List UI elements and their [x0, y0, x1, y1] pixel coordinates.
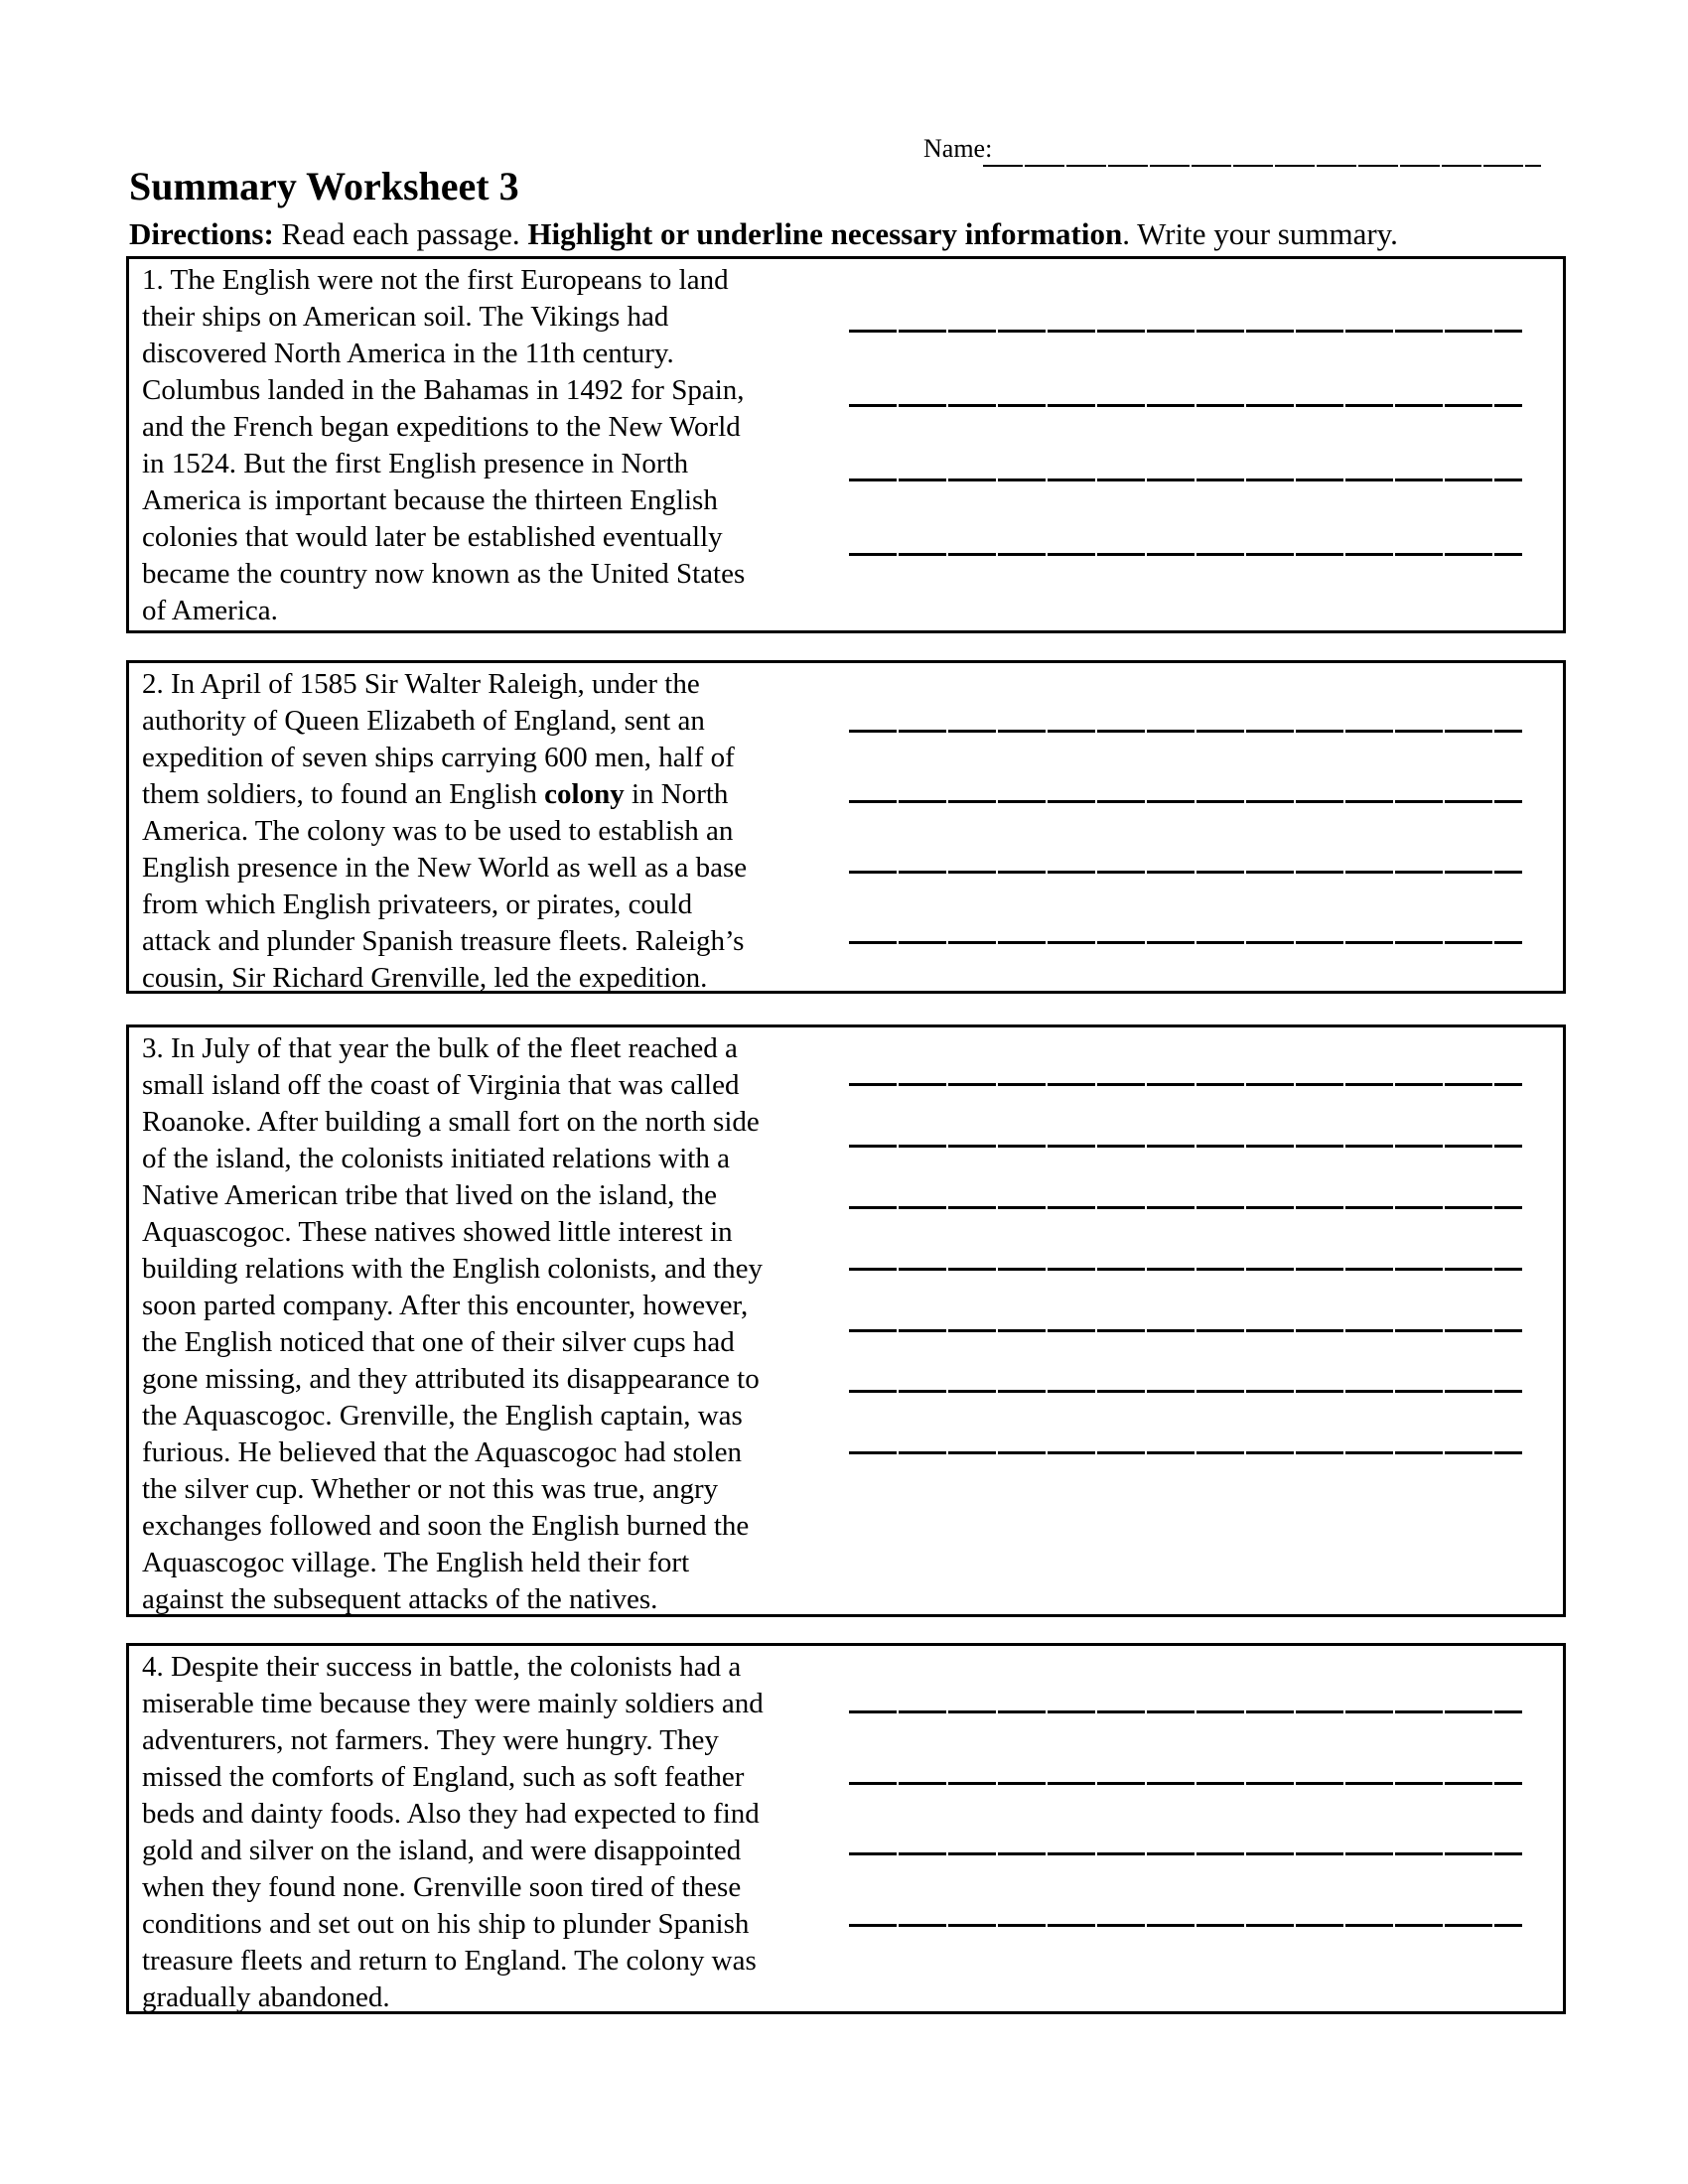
passage-line-pre: them soldiers, to found an English	[142, 778, 545, 810]
directions-text	[129, 216, 1398, 252]
passage-line: of America.	[142, 595, 278, 626]
summary-write-line[interactable]	[849, 1268, 1522, 1271]
passage-line: small island off the coast of Virginia that was called	[142, 1069, 740, 1101]
passage-line: America. The colony was to be used to establish an	[142, 815, 734, 847]
passage-line: Columbus landed in the Bahamas in 1492 for Spain,	[142, 374, 745, 406]
passage-line: when they found none. Grenville soon tired of these	[142, 1871, 742, 1903]
passage-line	[142, 776, 837, 813]
passage-4-text	[142, 1649, 837, 2016]
summary-write-line[interactable]	[849, 1390, 1522, 1393]
passage-line: Native American tribe that lived on the island, the	[142, 1179, 718, 1211]
passage-line: exchanges followed and soon the English burned the	[142, 1510, 750, 1542]
passage-line: from which English privateers, or pirates, could	[142, 888, 693, 920]
passage-line: of the island, the colonists initiated relations with a	[142, 1143, 730, 1174]
summary-write-line[interactable]	[849, 478, 1522, 481]
summary-write-line[interactable]	[849, 1710, 1522, 1713]
summary-write-line[interactable]	[849, 330, 1522, 333]
directions-bold-phrase: Highlight or underline necessary information	[527, 216, 1123, 251]
passage-line: expedition of seven ships carrying 600 men, half of	[142, 742, 735, 773]
passage-line: the English noticed that one of their silver cups had	[142, 1326, 735, 1358]
passage-line: conditions and set out on his ship to plunder Spanish	[142, 1908, 750, 1940]
summary-write-line[interactable]	[849, 1782, 1522, 1785]
passage-line: beds and dainty foods. Also they had expected to find	[142, 1798, 760, 1830]
passage-line: discovered North America in the 11th century.	[142, 338, 674, 369]
passage-line: gone missing, and they attributed its disappearance to	[142, 1363, 760, 1395]
summary-write-line[interactable]	[849, 1083, 1522, 1086]
summary-write-line[interactable]	[849, 1329, 1522, 1332]
summary-write-line[interactable]	[849, 1924, 1522, 1927]
directions-normal-2: . Write your summary.	[1122, 216, 1398, 251]
passage-line: America is important because the thirteen English	[142, 484, 718, 516]
passage-line: Roanoke. After building a small fort on the north side	[142, 1106, 760, 1138]
passage-1-box	[126, 256, 1566, 633]
passage-3-box	[126, 1024, 1566, 1617]
page-title: Summary Worksheet 3	[129, 164, 519, 208]
summary-write-line[interactable]	[849, 800, 1522, 803]
passage-line: 2. In April of 1585 Sir Walter Raleigh, under the	[142, 668, 700, 700]
passage-line: English presence in the New World as well as a base	[142, 852, 748, 884]
name-label: Name:	[923, 134, 993, 163]
passage-line: cousin, Sir Richard Grenville, led the expedition.	[142, 962, 708, 994]
passage-line: Aquascogoc village. The English held their fort	[142, 1547, 690, 1578]
summary-write-line[interactable]	[849, 730, 1522, 733]
passage-line: authority of Queen Elizabeth of England, sent an	[142, 705, 705, 737]
directions-normal-1: Read each passage.	[273, 216, 528, 251]
passage-line: missed the comforts of England, such as soft feather	[142, 1761, 745, 1793]
name-write-line[interactable]	[983, 165, 1541, 167]
passage-line: the silver cup. Whether or not this was true, angry	[142, 1473, 719, 1505]
passage-line-post: in North	[624, 778, 729, 810]
passage-line: the Aquascogoc. Grenville, the English captain, was	[142, 1400, 743, 1432]
summary-write-line[interactable]	[849, 1852, 1522, 1855]
summary-write-line[interactable]	[849, 553, 1522, 556]
passage-line: building relations with the English colonists, and they	[142, 1253, 764, 1285]
passage-line: soon parted company. After this encounter, however,	[142, 1290, 749, 1321]
passage-line: became the country now known as the United States	[142, 558, 746, 590]
passage-line: colonies that would later be established eventually	[142, 521, 723, 553]
passage-line: Aquascogoc. These natives showed little interest in	[142, 1216, 733, 1248]
directions-label: Directions:	[129, 216, 274, 251]
passage-4-box	[126, 1643, 1566, 2014]
passage-line: treasure fleets and return to England. The colony was	[142, 1945, 757, 1977]
passage-line: against the subsequent attacks of the natives.	[142, 1583, 658, 1615]
passage-line: 1. The English were not the first Europeans to land	[142, 264, 729, 296]
passage-line: gradually abandoned.	[142, 1981, 390, 2013]
passage-3-text	[142, 1030, 837, 1618]
passage-2-text	[142, 666, 837, 997]
passage-line: furious. He believed that the Aquascogoc had stolen	[142, 1436, 743, 1468]
passage-line: 4. Despite their success in battle, the colonists had a	[142, 1651, 742, 1683]
summary-write-line[interactable]	[849, 1145, 1522, 1148]
passage-line: their ships on American soil. The Vikings had	[142, 301, 669, 333]
summary-write-line[interactable]	[849, 941, 1522, 944]
passage-bold-word: colony	[544, 778, 625, 810]
passage-line: in 1524. But the first English presence in North	[142, 448, 689, 479]
passage-line: miserable time because they were mainly soldiers and	[142, 1688, 764, 1719]
summary-write-line[interactable]	[849, 871, 1522, 874]
passage-line: adventurers, not farmers. They were hungry. They	[142, 1724, 719, 1756]
passage-line: gold and silver on the island, and were disappointed	[142, 1835, 742, 1866]
summary-write-line[interactable]	[849, 1206, 1522, 1209]
passage-line: and the French began expeditions to the New World	[142, 411, 741, 443]
passage-1-text	[142, 262, 837, 629]
summary-write-line[interactable]	[849, 404, 1522, 407]
summary-write-line[interactable]	[849, 1451, 1522, 1454]
passage-line: attack and plunder Spanish treasure fleets. Raleigh’s	[142, 925, 745, 957]
passage-line: 3. In July of that year the bulk of the fleet reached a	[142, 1032, 738, 1064]
